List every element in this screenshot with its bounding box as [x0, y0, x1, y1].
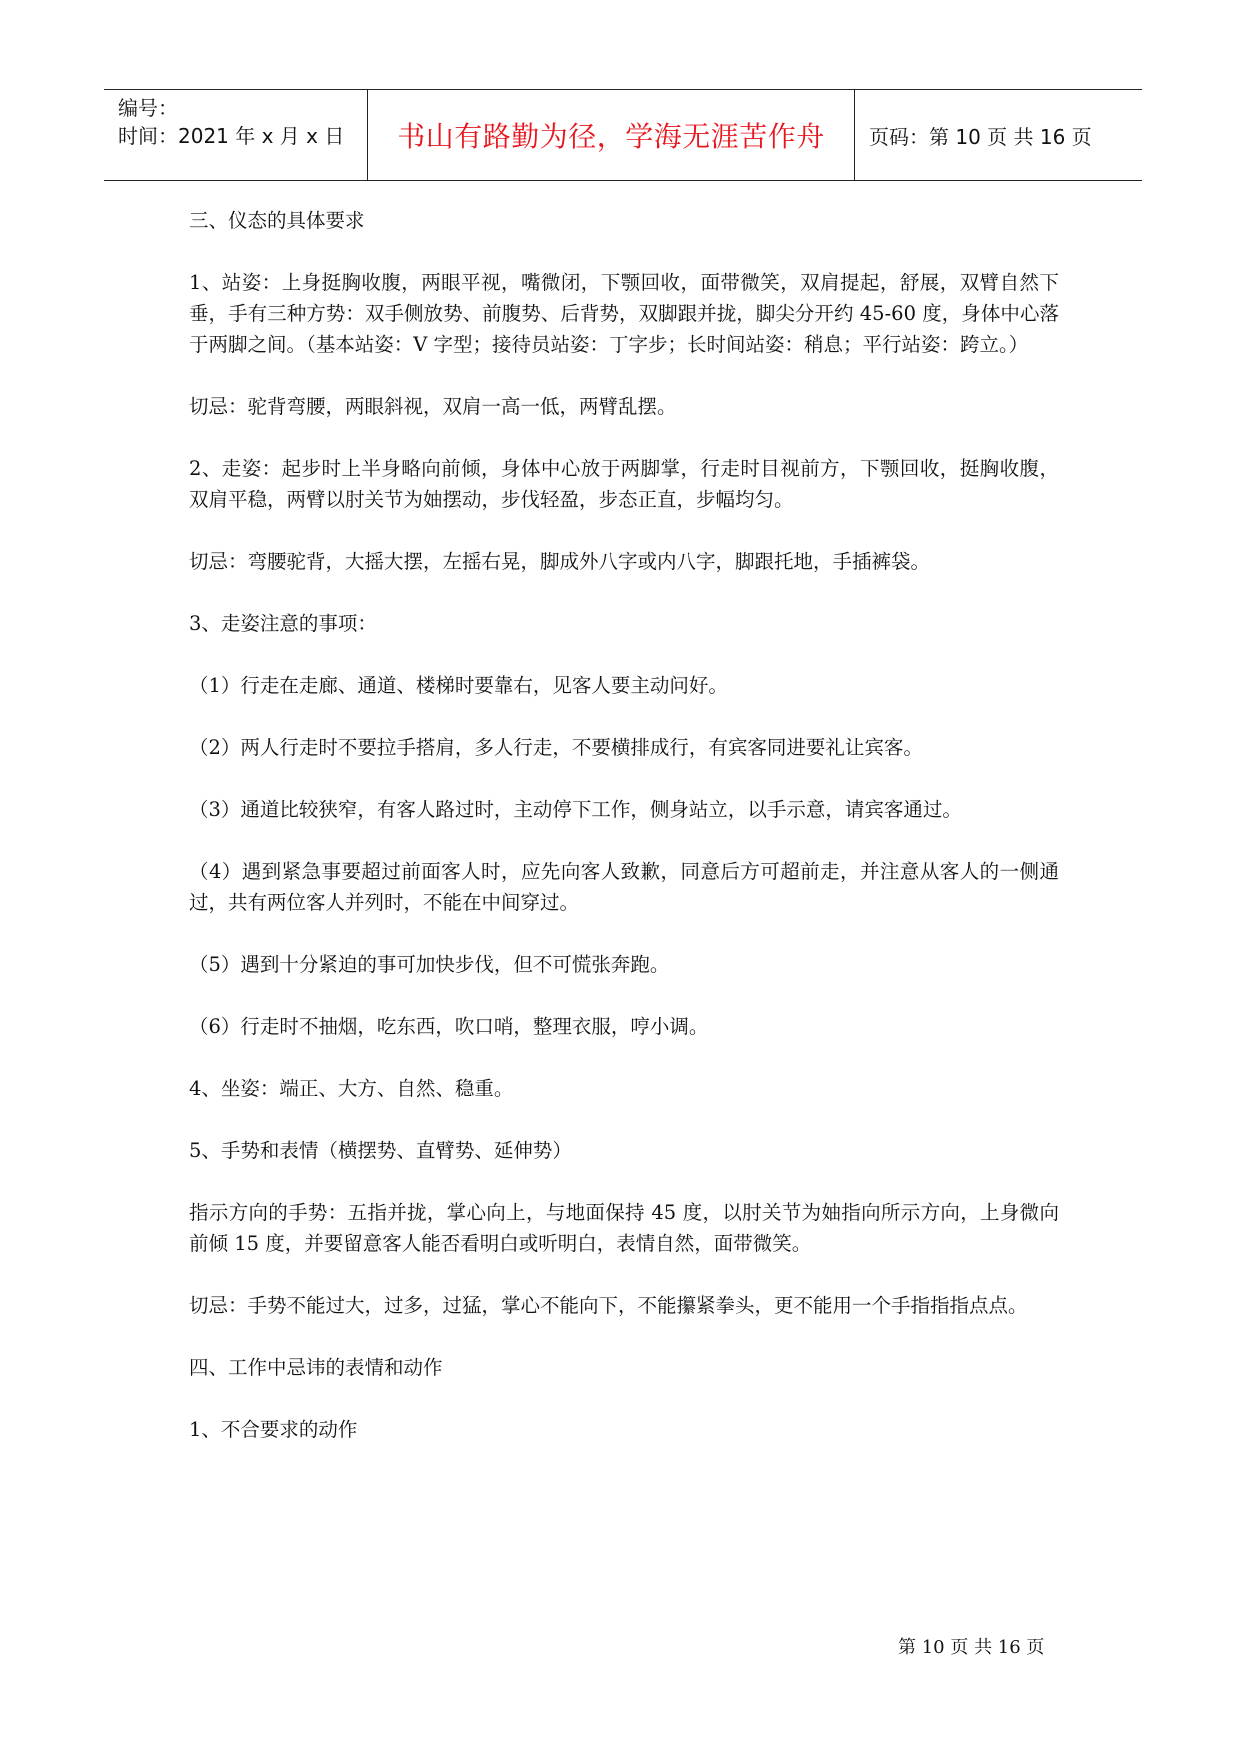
paragraph: 切忌：手势不能过大，过多，过猛，掌心不能向下，不能攥紧拳头，更不能用一个手指指指点点。: [189, 1294, 1028, 1317]
section-heading: 三、仪态的具体要求: [189, 209, 365, 232]
header-page-code: 页码：第 10 页 共 16 页: [869, 124, 1092, 149]
page-footer: 第 10 页 共 16 页: [898, 1637, 1045, 1658]
list-item: （4）遇到紧急事要超过前面客人时，应先向客人致歉，同意后方可超前走，并注意从客人的一侧通过，共有两位客人并列时，不能在中间穿过。: [189, 860, 1059, 914]
paragraph: 1、站姿：上身挺胸收腹，两眼平视，嘴微闭，下颚回收，面带微笑，双肩提起，舒展，双臂自然下垂，手有三种方势：双手侧放势、前腹势、后背势，双脚跟并拢，脚尖分开约 45-60 度，身体中心落于两脚之间。（基本站姿：V 字型；接待员站姿：丁字步；长时间站姿：稍息；平行站姿：跨立。）: [189, 271, 1059, 356]
paragraph: 切忌：弯腰驼背，大摇大摆，左摇右晃，脚成外八字或内八字，脚跟托地，手插裤袋。: [189, 550, 931, 573]
header-middle-cell: [368, 90, 855, 180]
paragraph: 1、不合要求的动作: [189, 1418, 358, 1441]
list-item: （6）行走时不抽烟，吃东西，吹口哨，整理衣服，哼小调。: [189, 1015, 709, 1038]
list-item: （3）通道比较狭窄，有客人路过时，主动停下工作，侧身站立，以手示意，请宾客通过。: [189, 798, 962, 821]
paragraph: 4、坐姿：端正、大方、自然、稳重。: [189, 1077, 514, 1100]
document-time-label: 时间：2021 年 x 月 x 日: [118, 124, 345, 148]
paragraph: 指示方向的手势：五指并拢，掌心向上，与地面保持 45 度，以肘关节为妯指向所示方向，上身微向前倾 15 度，并要留意客人能否看明白或听明白，表情自然，面带微笑。: [189, 1201, 1059, 1255]
list-item: （1）行走在走廊、通道、楼梯时要靠右，见客人要主动问好。: [189, 674, 728, 697]
paragraph: 2、走姿：起步时上半身略向前倾，身体中心放于两脚掌，行走时目视前方，下颚回收，挺胸收腹，双肩平稳，两臂以肘关节为妯摆动，步伐轻盈，步态正直，步幅均匀。: [189, 457, 1059, 511]
paragraph: 切忌：驼背弯腰，两眼斜视，双肩一高一低，两臂乱摆。: [189, 395, 677, 418]
list-item: （5）遇到十分紧迫的事可加快步伐，但不可慌张奔跑。: [189, 953, 670, 976]
list-item: （2）两人行走时不要拉手搭肩，多人行走，不要横排成行，有宾客同进要礼让宾客。: [189, 736, 923, 759]
paragraph: 5、手势和表情（横摆势、直臂势、延伸势）: [189, 1139, 572, 1162]
document-number-label: 编号：: [118, 96, 178, 120]
header-left-cell: [104, 90, 368, 180]
header-motto: 书山有路勤为径，学海无涯苦作舟: [397, 120, 825, 153]
document-body: [189, 205, 1059, 1476]
page-header: [104, 89, 1142, 181]
header-right-cell: [855, 90, 1142, 180]
paragraph: 3、走姿注意的事项：: [189, 612, 377, 635]
section-heading: 四、工作中忌讳的表情和动作: [189, 1356, 443, 1379]
